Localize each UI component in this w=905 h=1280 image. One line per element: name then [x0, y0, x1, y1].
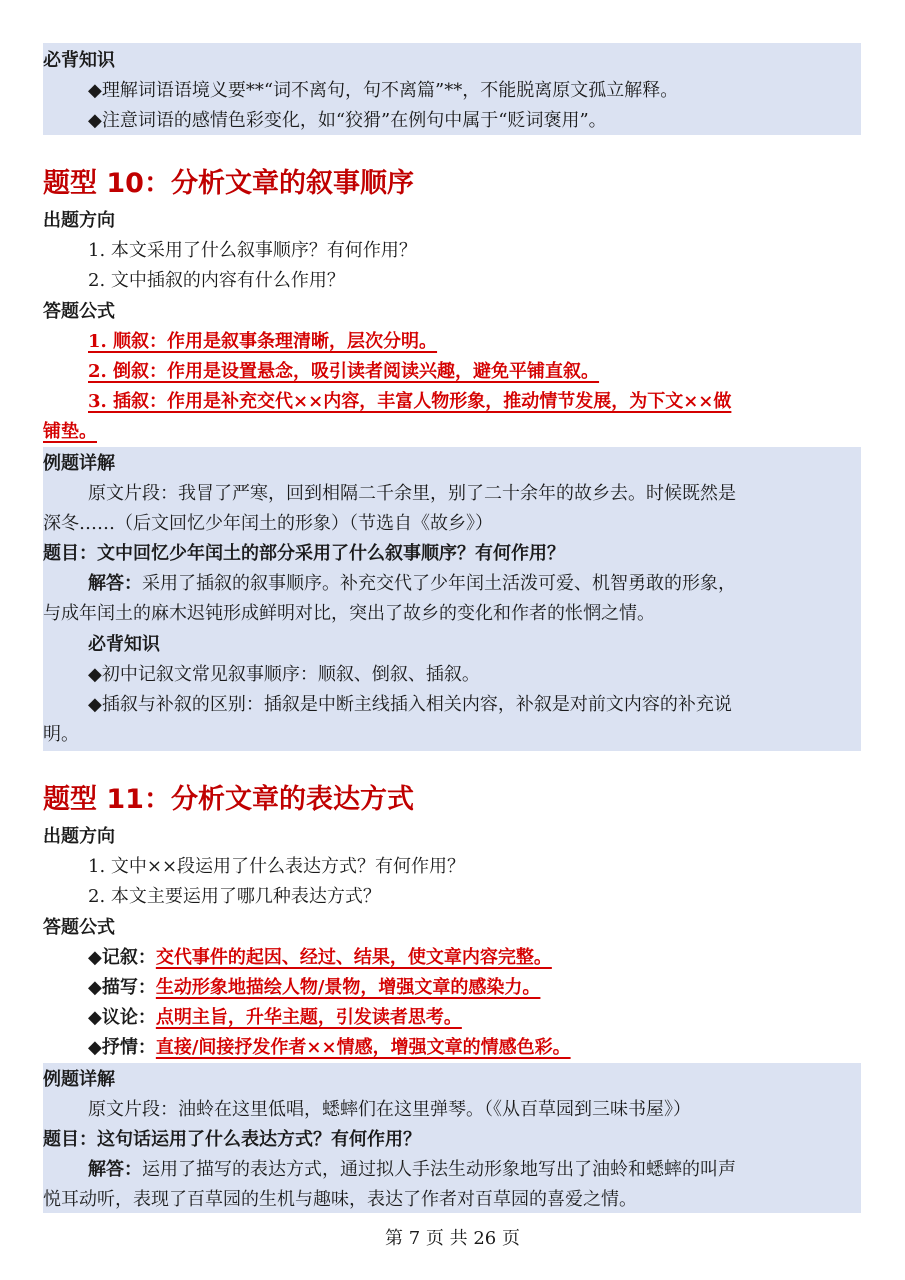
- question-item: 1. 本文采用了什么叙事顺序？有何作用？: [88, 240, 417, 261]
- formula-text: 直接/间接抒发作者××情感，增强文章的情感色彩。: [155, 1037, 571, 1058]
- answer-text: 与成年闰土的麻木迟钝形成鲜明对比，突出了故乡的变化和作者的怅惘之情。: [43, 603, 655, 624]
- example-question: 题目：这句话运用了什么表达方式？有何作用？: [43, 1129, 421, 1150]
- answer-text: 采用了插叙的叙事顺序。补充交代了少年闰土活泼可爱、机智勇敢的形象，: [142, 573, 736, 594]
- formula-item: [43, 973, 861, 1003]
- section-title-11: 题型 11：分析文章的表达方式: [43, 784, 414, 815]
- direction-heading-11: 出题方向: [43, 826, 115, 847]
- knowledge-bullet: 明。: [43, 724, 79, 745]
- formula-heading-10: 答题公式: [43, 301, 115, 322]
- formula-text: 点明主旨，升华主题，引发读者思考。: [155, 1007, 462, 1028]
- formula-item: [43, 1033, 861, 1063]
- formula-item: [43, 417, 861, 447]
- example-heading-11: 例题详解: [43, 1069, 115, 1090]
- formula-text: 生动形象地描绘人物/景物，增强文章的感染力。: [155, 977, 541, 998]
- passage-text: 原文片段：油蛉在这里低唱，蟋蟀们在这里弹琴。（《从百草园到三味书屋》）: [88, 1099, 691, 1120]
- formula-text: 1. 顺叙：作用是叙事条理清晰，层次分明。: [88, 331, 438, 352]
- knowledge-bullet: ◆初中记叙文常见叙事顺序：顺叙、倒叙、插叙。: [88, 664, 480, 685]
- passage-text: 原文片段：我冒了严寒，回到相隔二千余里，别了二十余年的故乡去。时候既然是: [88, 483, 736, 504]
- knowledge-heading-top: 必背知识: [43, 50, 115, 71]
- answer-text: 悦耳动听，表现了百草园的生机与趣味，表达了作者对百草园的喜爱之情。: [43, 1189, 637, 1210]
- formula-text: 2. 倒叙：作用是设置悬念，吸引读者阅读兴趣，避免平铺直叙。: [88, 361, 600, 382]
- answer-label: 解答：: [88, 1159, 142, 1180]
- formula-text: 3. 插叙：作用是补充交代××内容，丰富人物形象，推动情节发展，为下文××做: [88, 391, 732, 412]
- knowledge-bullet: ◆注意词语的感情色彩变化，如“狡猾”在例句中属于“贬词褒用”。: [88, 110, 607, 131]
- page-footer: 第 7 页 共 26 页: [385, 1228, 520, 1249]
- formula-item: [43, 1003, 861, 1033]
- direction-heading-10: 出题方向: [43, 210, 115, 231]
- formula-text: 铺垫。: [43, 421, 97, 442]
- knowledge-bullet: ◆理解词语语境义要**“词不离句，句不离篇”**，不能脱离原文孤立解释。: [88, 80, 679, 101]
- formula-text: 交代事件的起因、经过、结果，使文章内容完整。: [155, 947, 552, 968]
- formula-item: [43, 327, 861, 357]
- question-item: 2. 文中插叙的内容有什么作用？: [88, 270, 345, 291]
- answer-line: [43, 1155, 861, 1185]
- formula-label: ◆议论：: [88, 1007, 156, 1028]
- knowledge-heading-10: 必背知识: [88, 634, 160, 655]
- example-question: 题目：文中回忆少年闰土的部分采用了什么叙事顺序？有何作用？: [43, 543, 565, 564]
- knowledge-bullet: ◆插叙与补叙的区别：插叙是中断主线插入相关内容，补叙是对前文内容的补充说: [88, 694, 732, 715]
- formula-label: ◆描写：: [88, 977, 156, 998]
- formula-item: [43, 943, 861, 973]
- formula-heading-11: 答题公式: [43, 917, 115, 938]
- answer-label: 解答：: [88, 573, 142, 594]
- answer-line: [43, 569, 861, 599]
- answer-text: 运用了描写的表达方式，通过拟人手法生动形象地写出了油蛉和蟋蟀的叫声: [142, 1159, 736, 1180]
- question-item: 2. 本文主要运用了哪几种表达方式？: [88, 886, 381, 907]
- formula-item: [43, 387, 861, 417]
- formula-label: ◆记叙：: [88, 947, 156, 968]
- formula-label: ◆抒情：: [88, 1037, 156, 1058]
- passage-text: 深冬……（后文回忆少年闰土的形象）（节选自《故乡》）: [43, 513, 493, 534]
- section-title-10: 题型 10：分析文章的叙事顺序: [43, 168, 414, 199]
- formula-item: [43, 357, 861, 387]
- question-item: 1. 文中××段运用了什么表达方式？有何作用？: [88, 856, 466, 877]
- example-heading-10: 例题详解: [43, 453, 115, 474]
